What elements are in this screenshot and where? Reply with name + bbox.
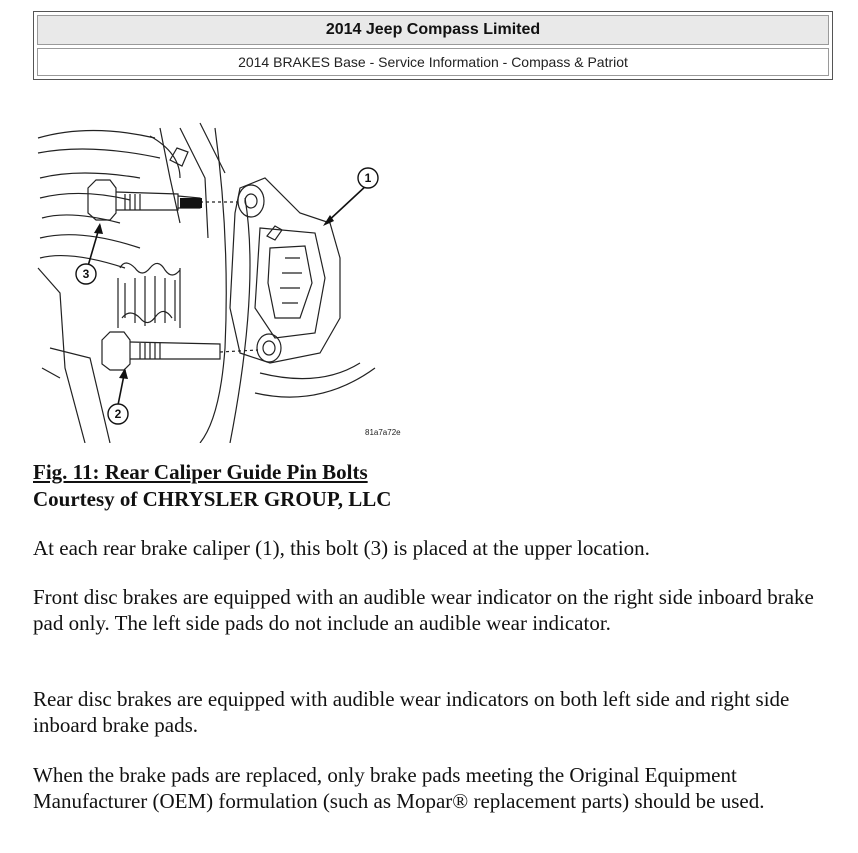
- document-header: [33, 11, 833, 80]
- paragraph-caliper-bolt: At each rear brake caliper (1), this bolt (3) is placed at the upper location.: [33, 536, 650, 560]
- paragraph-oem-pads: When the brake pads are replaced, only brake pads meeting the Original Equipment Manufacturer (OEM) formulation (such as Mopar® replacement parts) should be used.: [33, 763, 765, 813]
- callout-3-label: 3: [82, 267, 90, 281]
- figure-credit: Courtesy of CHRYSLER GROUP, LLC: [33, 487, 392, 511]
- callout-2-label: 2: [114, 407, 122, 421]
- caliper-diagram: [30, 118, 420, 443]
- paragraph-rear-disc: Rear disc brakes are equipped with audible wear indicators on both left side and right side inboard brake pads.: [33, 687, 790, 737]
- figure-caption: [33, 459, 391, 513]
- section-subtitle: 2014 BRAKES Base - Service Information - Compass & Patriot: [37, 48, 829, 76]
- figure-title: Fig. 11: Rear Caliper Guide Pin Bolts: [33, 460, 368, 484]
- vehicle-title: 2014 Jeep Compass Limited: [37, 15, 829, 45]
- callout-1-label: 1: [364, 171, 372, 185]
- paragraph-front-disc: Front disc brakes are equipped with an audible wear indicator on the right side inboard brake pad only. The left side pads do not include an audible wear indicator.: [33, 585, 814, 635]
- image-code: 81a7a72e: [365, 428, 401, 437]
